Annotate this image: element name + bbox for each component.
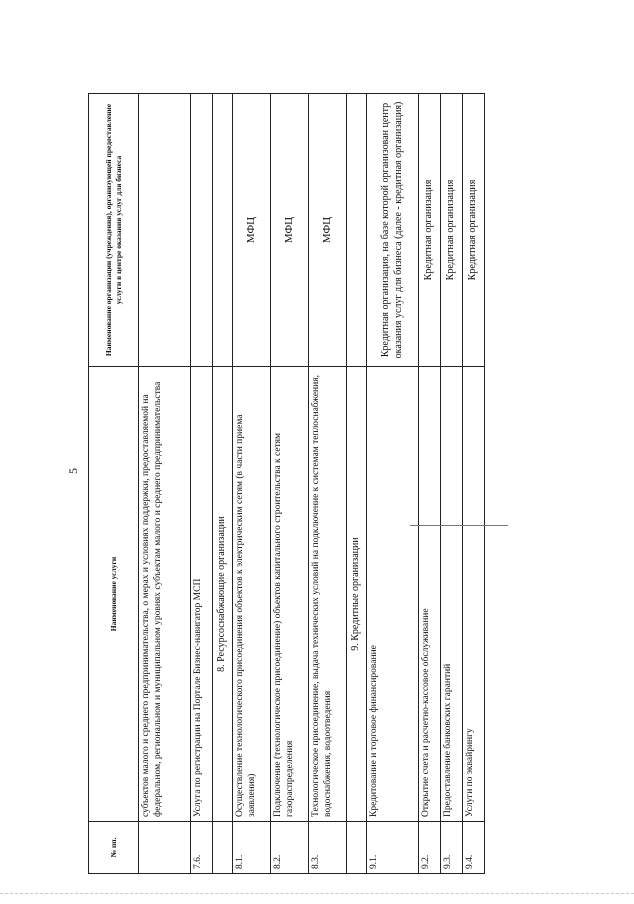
row-9-4-name: Услуги по эквайрингу [463,367,485,822]
table-row [441,94,463,874]
section-9-title: 9. Кредитные организации [347,367,367,822]
services-table [88,93,485,874]
row-8-3-name: Технологическое присоединение, выдача технических условий на подключение к системам теплоснабжения, водоснабжения, водоотведения [309,367,347,822]
table-row [233,94,271,874]
row-9-2-name: Открытие счета и расчетно-кассовое обслуживание [419,367,441,822]
table-row [463,94,485,874]
section-num-cell [213,822,233,874]
table-row [419,94,441,874]
row-8-1-name: Осуществление технологического присоединения объектов к электрическим сетям (в части приема заявления) [233,367,271,822]
row-org-cell [139,94,191,367]
header-num: № пп. [89,822,139,874]
table-row [271,94,309,874]
table-row [367,94,419,874]
row-9-3-org: Кредитная организация [441,94,463,367]
table-row [139,94,191,874]
row-9-3-num: 9.3. [441,822,463,874]
section-org-cell [347,94,367,367]
section-8-title: 8. Ресурсоснабжающие организации [213,367,233,822]
section-row [347,94,367,874]
section-row [213,94,233,874]
page-number: 5 [66,468,80,474]
section-org-cell [213,94,233,367]
row-9-4-org: Кредитная организация [463,94,485,367]
row-7-6-name: Услуга по регистрации на Портале Бизнес-навигатор МСП [191,367,213,822]
row-9-4-num: 9.4. [463,822,485,874]
row-9-2-num: 9.2. [419,822,441,874]
row-8-1-org: МФЦ [233,94,271,367]
table-row [191,94,213,874]
row-8-3-org: МФЦ [309,94,347,367]
table-header-row [89,94,139,874]
faint-rule-line [410,525,508,526]
row-9-3-name: Предоставление банковских гарантий [441,367,463,822]
row-8-2-num: 8.2. [271,822,309,874]
row-9-2-org: Кредитная организация [419,94,441,367]
header-org: Наименование организации (учреждения), организующей предоставление услуги в центре оказания услуг для бизнеса [89,94,139,367]
row-9-1-org: Кредитная организация, на базе которой организован центр оказания услуг для бизнеса (далее - кредитная организация) [367,94,419,367]
row-9-1-num: 9.1. [367,822,419,874]
row-8-2-name: Подключение (технологическое присоединение) объектов капитального строительства к сетям газораспределения [271,367,309,822]
row-9-1-name: Кредитование и торговое финансирование [367,367,419,822]
row-7-6-continued-name: субъектов малого и среднего предпринимательства, о мерах и условиях поддержки, предоставляемой на федеральном, региональном и муниципальном уровнях субъектам малого и среднего предпринимательства [139,367,191,822]
section-num-cell [347,822,367,874]
table-row [309,94,347,874]
header-service: Наименование услуги [89,367,139,822]
row-num-cell [139,822,191,874]
row-7-6-num: 7.6. [191,822,213,874]
row-org-cell [191,94,213,367]
row-8-3-num: 8.3. [309,822,347,874]
row-8-1-num: 8.1. [233,822,271,874]
scan-edge-line [0,893,634,894]
row-8-2-org: МФЦ [271,94,309,367]
